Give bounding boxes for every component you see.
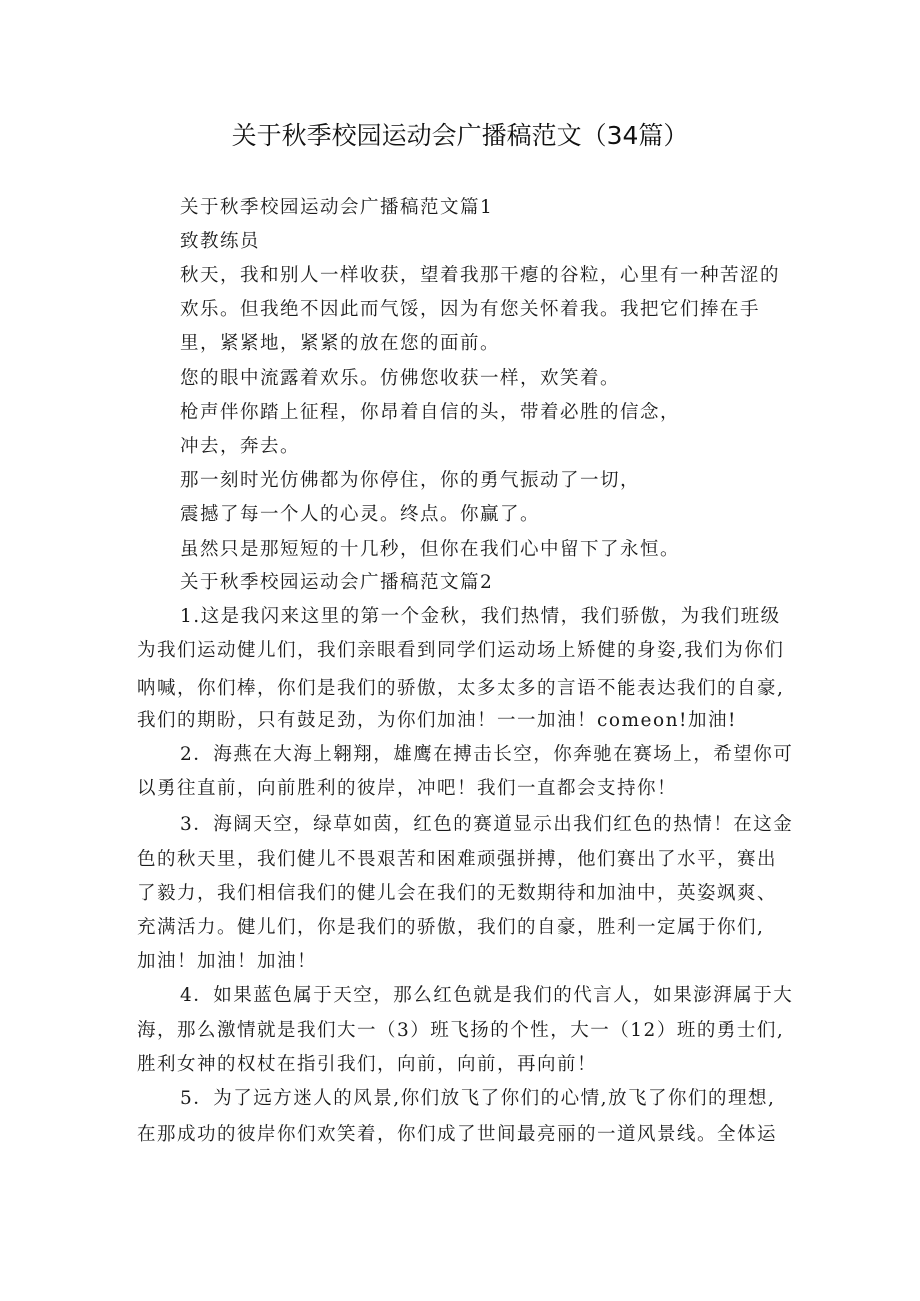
paragraph-line: 2．海燕在大海上翱翔，雄鹰在搏击长空，你奔驰在赛场上，希望你可 <box>180 744 794 765</box>
paragraph-line: 充满活力。健儿们，你是我们的骄傲，我们的自豪，胜利一定属于你们, <box>137 917 765 938</box>
section-heading-1: 关于秋季校园运动会广播稿范文篇1 <box>180 197 494 218</box>
paragraph-line: 冲去，奔去。 <box>180 436 301 457</box>
paragraph-line: 枪声伴你踏上征程，你昂着自信的头，带着必胜的信念， <box>180 402 681 423</box>
paragraph-line: 5．为了远方迷人的风景,你们放飞了你们的心情,放飞了你们的理想, <box>180 1088 776 1109</box>
paragraph-line: 了毅力，我们相信我们的健儿会在我们的无数期待和加油中，英姿飒爽、 <box>137 883 778 904</box>
paragraph-line: 1.这是我闪来这里的第一个金秋，我们热情，我们骄傲，为我们班级 <box>180 606 781 627</box>
paragraph-line: 3．海阔天空，绿草如茵，红色的赛道显示出我们红色的热情！在这金 <box>180 814 794 835</box>
document-title: 关于秋季校园运动会广播稿范文（34篇） <box>231 121 689 150</box>
paragraph-line: 震撼了每一个人的心灵。终点。你赢了。 <box>180 504 541 525</box>
paragraph-line: 里，紧紧地，紧紧的放在您的面前。 <box>180 333 501 354</box>
paragraph-line: 秋天，我和别人一样收获，望着我那干瘪的谷粒，心里有一种苦涩的 <box>180 265 781 286</box>
paragraph-line: 呐喊，你们棒，你们是我们的骄傲，太多太多的言语不能表达我们的自豪, <box>137 678 785 699</box>
paragraph-line: 色的秋天里，我们健儿不畏艰苦和困难顽强拼搏，他们赛出了水平，赛出 <box>137 849 778 870</box>
paragraph-line: 您的眼中流露着欢乐。仿佛您收获一样，欢笑着。 <box>180 368 621 389</box>
paragraph-line: 致教练员 <box>180 231 261 252</box>
paragraph-line: 加油！加油！加油！ <box>137 951 318 972</box>
paragraph-line: 4．如果蓝色属于天空，那么红色就是我们的代言人，如果澎湃属于大 <box>180 985 794 1006</box>
paragraph-line: 虽然只是那短短的十几秒，但你在我们心中留下了永恒。 <box>180 539 681 560</box>
paragraph-line: 以勇往直前，向前胜利的彼岸，冲吧！我们一直都会支持你！ <box>137 778 678 799</box>
section-heading-2: 关于秋季校园运动会广播稿范文篇2 <box>180 572 494 593</box>
paragraph-line: 海，那么激情就是我们大一（3）班飞扬的个性，大一（12）班的勇士们, <box>137 1020 785 1041</box>
paragraph-line: 胜利女神的权杖在指引我们，向前，向前，再向前！ <box>137 1054 598 1075</box>
paragraph-line: 我们的期盼，只有鼓足劲，为你们加油！一一加油！comeon!加油! <box>137 710 737 731</box>
paragraph-line: 欢乐。但我绝不因此而气馁，因为有您关怀着我。我把它们捧在手 <box>180 299 761 320</box>
paragraph-line: 那一刻时光仿佛都为你停住，你的勇气振动了一切， <box>180 470 641 491</box>
paragraph-line: 为我们运动健儿们，我们亲眼看到同学们运动场上矫健的身姿,我们为你们 <box>137 640 785 661</box>
paragraph-line: 在那成功的彼岸你们欢笑着，你们成了世间最亮丽的一道风景线。全体运 <box>137 1124 778 1145</box>
